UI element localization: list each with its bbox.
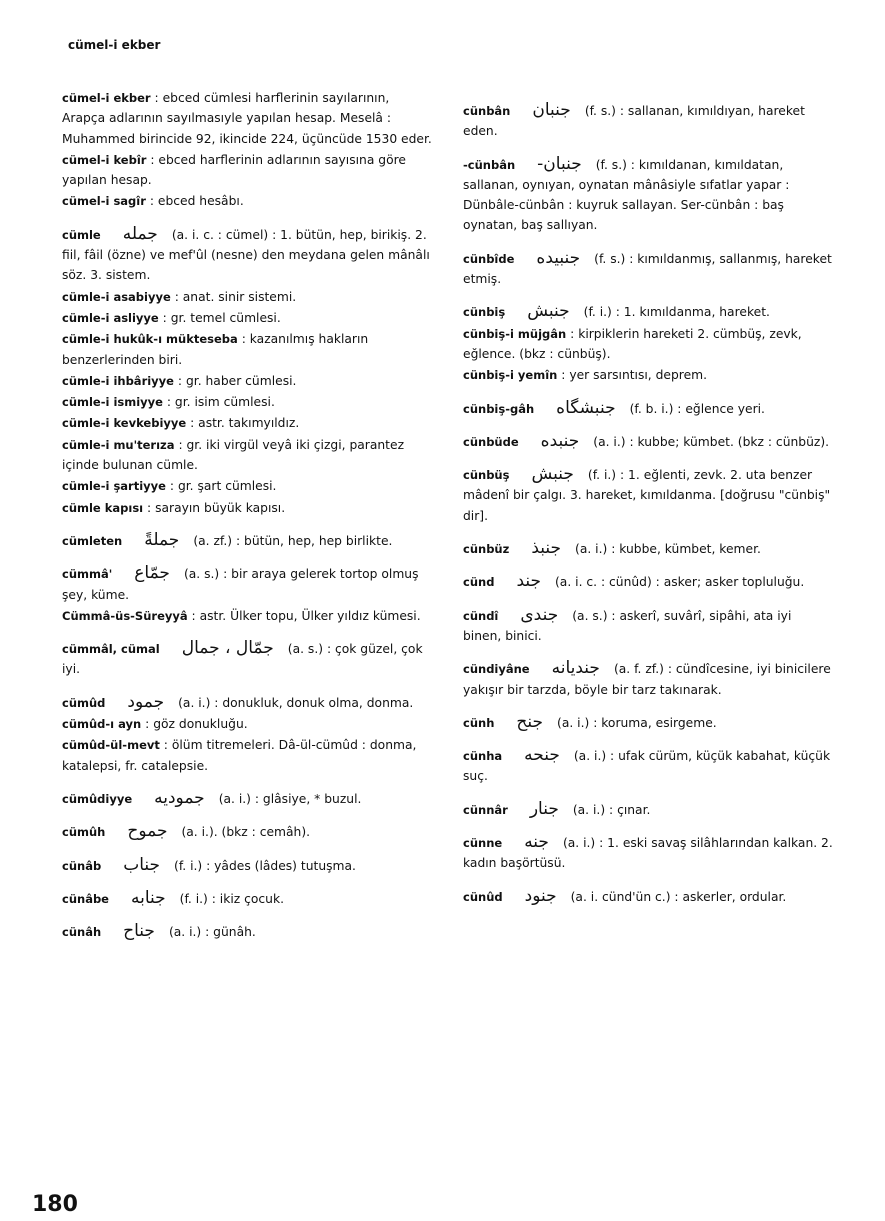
entry-definition: : ölüm titremeleri. Dâ-ül-cümûd : donma, katalepsi, fr. catalepsie. <box>62 738 417 773</box>
dictionary-entry <box>62 530 432 551</box>
entry-headword: cümle-i şartiyye <box>62 479 166 494</box>
entry-arabic-script: جنبش <box>531 464 574 485</box>
right-column <box>463 88 833 908</box>
entry-headword: cümle-i asliyye <box>62 310 159 325</box>
entry-arabic-script: جنه <box>524 832 549 853</box>
entry-definition: (a. i.) : glâsiye, * buzul. <box>218 791 362 806</box>
entry-definition: : ebced harflerinin adlarının sayısına göre yapılan hesap. <box>62 152 406 188</box>
entry-headword: cümmâ' <box>62 567 113 582</box>
entry-definition: : kirpiklerin hareketi 2. cümbüş, zevk, eğlence. (bkz : cünbüş). <box>463 326 802 361</box>
entry-headword: cümûdiyye <box>62 791 133 806</box>
dictionary-entry <box>62 224 432 286</box>
dictionary-entry <box>463 799 833 820</box>
entry-headword: cündiyâne <box>463 662 530 677</box>
entry-definition: (a. s.) : askerî, suvârî, sipâhi, ata iyi binen, binici. <box>463 608 792 643</box>
dictionary-entry <box>62 606 432 626</box>
dictionary-entry <box>62 329 432 370</box>
entry-definition: (a. zf.) : bütün, hep, hep birlikte. <box>193 533 393 548</box>
entry-headword: cünûd <box>463 889 503 904</box>
dictionary-entry <box>62 921 432 942</box>
entry-definition: (f. i.) : yâdes (lâdes) tutuşma. <box>174 858 356 873</box>
entry-headword: cündî <box>463 608 499 623</box>
entry-arabic-script: جنبان <box>532 100 571 120</box>
entry-headword: cünâh <box>62 925 102 940</box>
entry-headword: cümle-i asabiyye <box>62 289 171 304</box>
entry-headword: cümle-i ismiyye <box>62 395 163 410</box>
entry-headword: cümel-i sagîr <box>62 194 146 209</box>
dictionary-entry <box>463 538 833 559</box>
entry-definition: (a. i.) : koruma, esirgeme. <box>557 715 717 730</box>
dictionary-entry <box>62 476 432 496</box>
entry-headword: cünbiş-gâh <box>463 401 535 416</box>
entry-definition: (a. f. zf.) : cündîcesine, iyi binicilere yakışır bir tarzda, böyle bir tarz takınarak. <box>463 662 831 697</box>
entry-arabic-script: جندى <box>520 604 559 625</box>
entry-definition: (a. i. cünd'ün c.) : askerler, ordular. <box>570 889 787 904</box>
entry-definition: (f. i.) : 1. eğlenti, zevk. 2. uta benzer mâdenî bir çalgı. 3. hareket, kımıldanma. [doğrusu "cünbiş" dir]. <box>463 468 831 523</box>
entry-definition: (a. i.) : 1. eski savaş silâhlarından kalkan. 2. kadın başörtüsü. <box>463 836 833 871</box>
entry-headword: cünbüde <box>463 434 519 449</box>
entry-headword: cümleten <box>62 533 123 548</box>
page-number: 180 <box>32 1192 78 1217</box>
entry-headword: -cünbân <box>463 157 516 172</box>
entry-definition: : gr. şart cümlesi. <box>169 479 277 494</box>
entry-headword: cünha <box>463 749 503 764</box>
entry-definition: (a. i.). (bkz : cemâh). <box>181 825 311 840</box>
entry-definition: : gr. isim cümlesi. <box>166 395 275 410</box>
entry-arabic-script: جنبده <box>540 430 580 451</box>
dictionary-entry <box>463 464 833 526</box>
entry-headword: cümûd-ı ayn <box>62 717 142 732</box>
entry-arabic-script: جناح <box>123 921 155 942</box>
entry-definition: : astr. Ülker topu, Ülker yıldız kümesi. <box>191 608 421 623</box>
entry-headword: cünâb <box>62 858 102 873</box>
left-column <box>62 88 432 943</box>
entry-definition: : gr. temel cümlesi. <box>162 310 281 325</box>
entry-definition: (a. i.) : günâh. <box>168 925 256 940</box>
dictionary-entry <box>62 498 432 518</box>
entry-definition: : sarayın büyük kapısı. <box>147 500 286 515</box>
dictionary-entry <box>62 287 432 307</box>
dictionary-entry <box>463 886 833 907</box>
dictionary-entry <box>62 150 432 191</box>
entry-arabic-script: جنديانه <box>551 658 600 679</box>
dictionary-entry <box>463 745 833 787</box>
entry-headword: Cümmâ-üs-Süreyyâ <box>62 608 188 623</box>
dictionary-entry <box>62 392 432 412</box>
entry-arabic-script: جنار <box>529 798 559 819</box>
entry-headword: cünbüz <box>463 542 510 557</box>
dictionary-entry <box>62 371 432 391</box>
dictionary-entry <box>62 714 432 734</box>
dictionary-entry <box>62 308 432 328</box>
dictionary-entry <box>62 821 432 842</box>
entry-arabic-script: جموديه <box>154 787 205 808</box>
entry-definition: (a. i.) : ufak cürüm, küçük kabahat, küçük suç. <box>463 749 831 784</box>
entry-arabic-script: جنبشگاه <box>556 397 616 418</box>
entry-arabic-script: جنود <box>524 885 557 906</box>
dictionary-entry <box>62 435 432 476</box>
dictionary-entry <box>62 788 432 809</box>
entry-headword: cünbiş <box>463 305 506 320</box>
entry-arabic-script: -جنبان <box>537 153 582 174</box>
entry-definition: (a. i.) : kubbe, kümbet, kemer. <box>575 542 761 557</box>
dictionary-entry <box>463 398 833 419</box>
entry-arabic-script: جنبيده <box>536 247 581 268</box>
entry-headword: cümle-i hukûk-ı mükteseba <box>62 332 238 347</box>
dictionary-entry <box>62 638 432 680</box>
dictionary-entry <box>62 413 432 433</box>
entry-headword: cümel-i ekber <box>62 91 151 105</box>
dictionary-entry <box>62 692 432 713</box>
entry-headword: cünbîde <box>463 251 515 266</box>
dictionary-entry <box>62 88 432 149</box>
dictionary-entry <box>463 100 833 142</box>
entry-definition: : yer sarsıntısı, deprem. <box>561 368 708 383</box>
entry-definition: (a. s.) : çok güzel, çok iyi. <box>62 642 423 677</box>
entry-definition: (f. s.) : kımıldanmış, sallanmış, hareket etmiş. <box>463 251 832 287</box>
entry-arabic-script: جموح <box>127 821 168 842</box>
entry-arabic-script: جنحه <box>524 745 560 766</box>
entry-definition: (a. s.) : bir araya gelerek tortop olmuş şey, küme. <box>62 567 419 602</box>
dictionary-entry <box>463 571 833 592</box>
entry-definition: : ebced hesâbı. <box>149 194 244 209</box>
entry-arabic-script: جند <box>516 571 541 592</box>
dictionary-entry <box>463 712 833 733</box>
entry-definition: (f. s.) : kımıldanan, kımıldatan, sallanan, oynıyan, oynatan mânâsiyle sıfatlar yapar : Dünbâle-cünbân : kuyruk sallayan. Ser-cünbân : baş oynatan, baş sallıyan. <box>463 157 790 233</box>
running-header: cümel-i ekber <box>68 38 161 52</box>
entry-headword: cünd <box>463 575 495 590</box>
entry-definition: (f. i.) : ikiz çocuk. <box>179 891 284 906</box>
entry-definition: : astr. takımyıldız. <box>190 416 300 431</box>
dictionary-entry <box>463 301 833 322</box>
entry-definition: (a. i.) : donukluk, donuk olma, donma. <box>178 695 414 710</box>
entry-definition: : ebced cümlesi harflerinin sayılarının, Arapça adlarının sayılmasıyle yapılan hesap. Meselâ : Muhammed birincide 92, ikincide 224, üçüncüde 1530 eder. <box>62 91 432 146</box>
entry-headword: cümûd-ül-mevt <box>62 738 160 753</box>
dictionary-entry <box>62 191 432 211</box>
entry-arabic-script: جملةً <box>144 529 180 550</box>
entry-headword: cünnâr <box>463 802 508 817</box>
entry-definition: (a. i.) : çınar. <box>572 802 651 817</box>
entry-headword: cümmâl, cümal <box>62 642 160 657</box>
entry-headword: cünbân <box>463 104 511 118</box>
entry-headword: cümle-i ihbâriyye <box>62 373 174 388</box>
dictionary-entry <box>463 605 833 647</box>
entry-arabic-script: جمله <box>122 223 158 244</box>
dictionary-entry <box>62 563 432 605</box>
entry-headword: cünh <box>463 715 495 730</box>
entry-arabic-script: جنح <box>516 711 544 732</box>
entry-definition: (f. s.) : sallanan, kımıldıyan, hareket eden. <box>463 104 805 139</box>
entry-headword: cünbüş <box>463 468 510 483</box>
entry-definition: : kazanılmış hakların benzerlerinden biri. <box>62 332 369 367</box>
entry-headword: cünbiş-i yemîn <box>463 368 558 383</box>
dictionary-entry <box>463 248 833 290</box>
entry-arabic-script: جمّال ، جمال <box>181 638 274 659</box>
dictionary-entry <box>463 431 833 452</box>
entry-arabic-script: جمود <box>127 691 165 712</box>
dictionary-entry <box>463 365 833 385</box>
entry-definition: (f. b. i.) : eğlence yeri. <box>629 401 765 416</box>
entry-headword: cümle <box>62 227 101 242</box>
entry-definition: (f. i.) : 1. kımıldanma, hareket. <box>583 305 770 320</box>
entry-arabic-script: جنبذ <box>531 538 562 559</box>
entry-headword: cümle-i mu'terıza <box>62 437 175 452</box>
entry-arabic-script: جناب <box>123 854 161 875</box>
entry-definition: (a. i.) : kubbe; kümbet. (bkz : cünbüz). <box>593 434 830 449</box>
entry-headword: cünbiş-i müjgân <box>463 326 567 341</box>
dictionary-entry <box>463 658 833 700</box>
entry-headword: cünne <box>463 836 503 851</box>
entry-headword: cümle kapısı <box>62 500 144 515</box>
entry-headword: cümûh <box>62 825 106 840</box>
dictionary-entry <box>463 154 833 236</box>
entry-definition: : anat. sinir sistemi. <box>174 289 297 304</box>
entry-arabic-script: جنابه <box>130 887 166 908</box>
dictionary-entry <box>62 855 432 876</box>
entry-headword: cümle-i kevkebiyye <box>62 416 187 431</box>
entry-definition: (a. i. c. : cümel) : 1. bütün, hep, birikiş. 2. fiil, fâil (özne) ve mef'ûl (nesne) den meydana gelen mânâlı söz. 3. sistem. <box>62 227 430 283</box>
entry-headword: cünâbe <box>62 891 109 906</box>
entry-headword: cümûd <box>62 695 106 710</box>
entry-headword: cümel-i kebîr <box>62 152 147 167</box>
entry-definition: : gr. haber cümlesi. <box>177 373 297 388</box>
dictionary-entry <box>62 735 432 776</box>
entry-arabic-script: جنبش <box>527 301 570 322</box>
entry-definition: : göz donukluğu. <box>145 717 248 732</box>
entry-definition: (a. i. c. : cünûd) : asker; asker topluluğu. <box>555 575 805 590</box>
entry-arabic-script: جمّاع <box>134 563 170 584</box>
dictionary-entry <box>62 888 432 909</box>
dictionary-entry <box>463 832 833 874</box>
entry-definition: : gr. iki virgül veyâ iki çizgi, parantez içinde bulunan cümle. <box>62 437 405 473</box>
dictionary-entry <box>463 324 833 365</box>
